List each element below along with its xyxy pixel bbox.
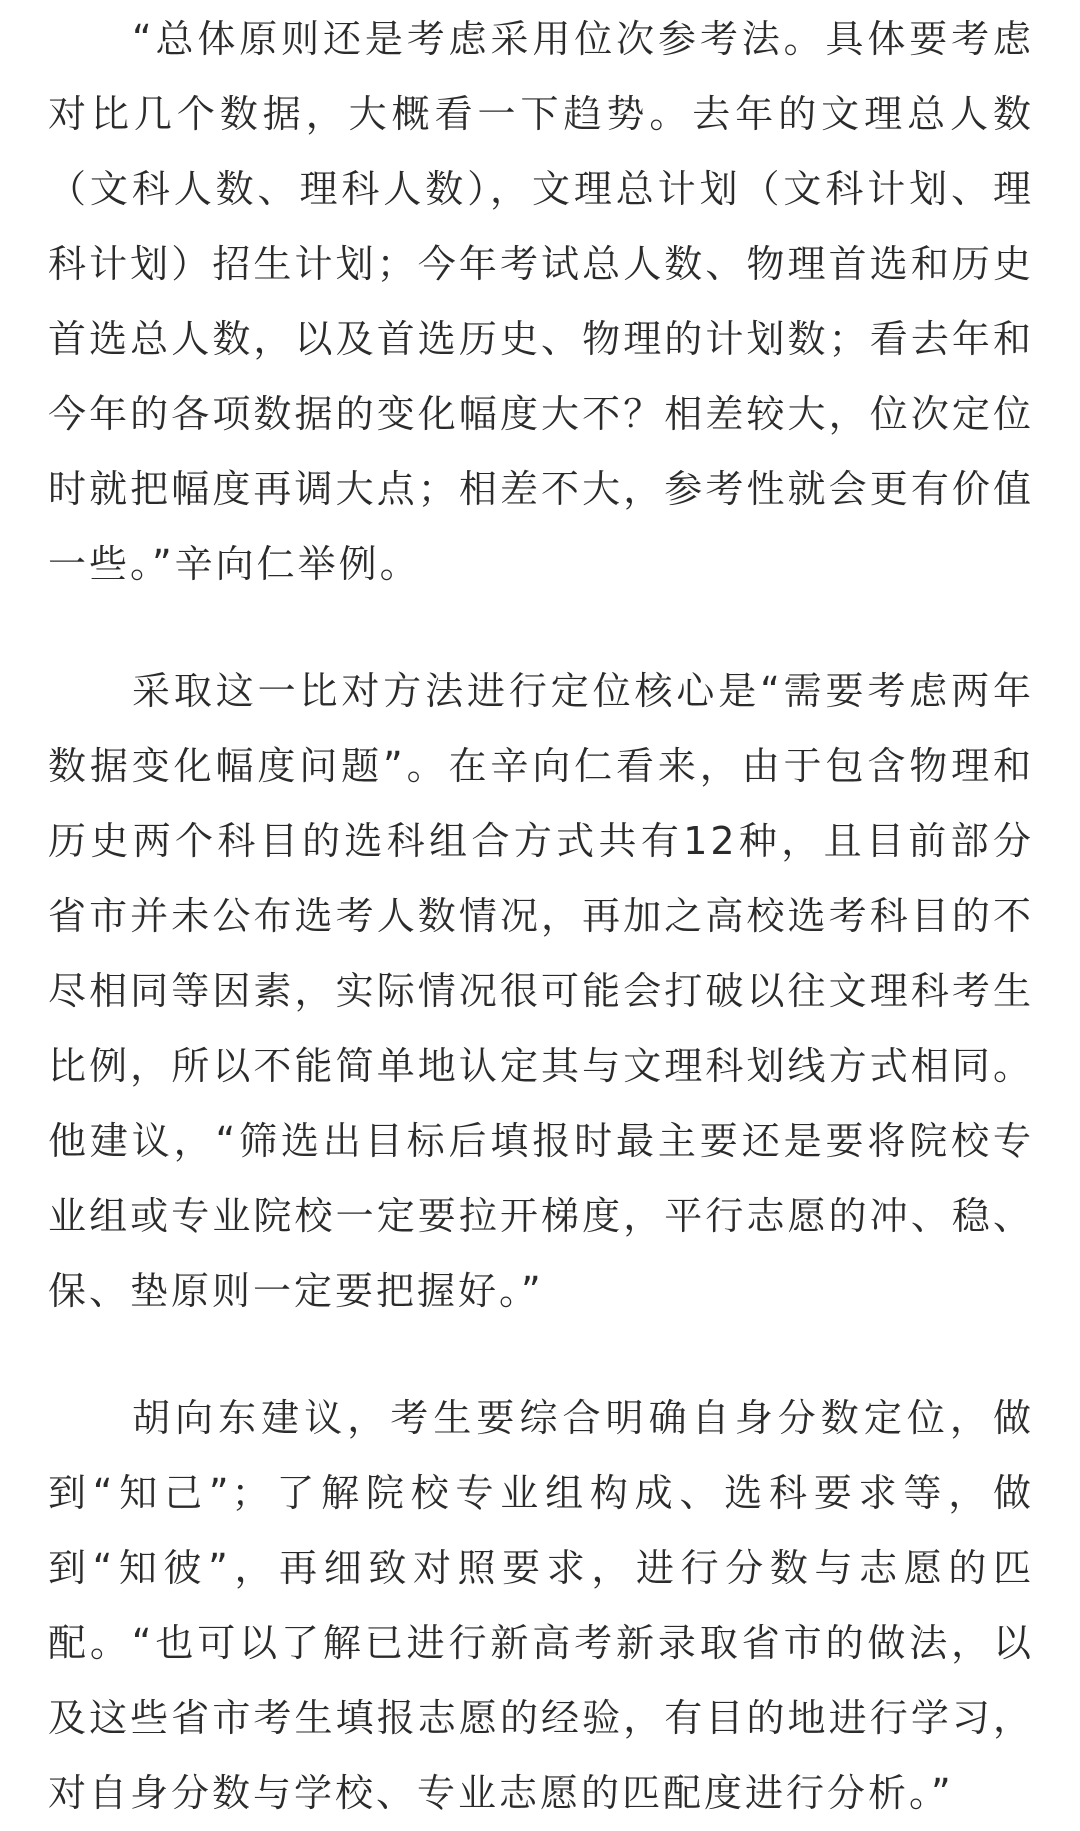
paragraph-advice: 胡向东建议，考生要综合明确自身分数定位，做到“知己”；了解院校专业组构成、选科要求等，做到“知彼”，再细致对照要求，进行分数与志愿的匹配。“也可以了解已进行新高考新录取省市的做法，以及这些省市考生填报志愿的经验，有目的地进行学习，对自身分数与学校、专业志愿的匹配度进行分析。”: [48, 1396, 1034, 1815]
paragraph-method: 采取这一比对方法进行定位核心是“需要考虑两年数据变化幅度问题”。在辛向仁看来，由于包含物理和历史两个科目的选科组合方式共有12种，且目前部分省市并未公布选考人数情况，再加之高校选考科目的不尽相同等因素，实际情况很可能会打破以往文理科考生比例，所以不能简单地认定其与文理科划线方式相同。他建议，“筛选出目标后填报时最主要还是要将院校专业组或专业院校一定要拉开梯度，平行志愿的冲、稳、保、垫原则一定要把握好。”: [48, 669, 1034, 1313]
article-body: [48, 2, 1034, 1831]
paragraph-principle: “总体原则还是考虑采用位次参考法。具体要考虑对比几个数据，大概看一下趋势。去年的文理总人数（文科人数、理科人数），文理总计划（文科计划、理科计划）招生计划；今年考试总人数、物理首选和历史首选总人数，以及首选历史、物理的计划数；看去年和今年的各项数据的变化幅度大不？相差较大，位次定位时就把幅度再调大点；相差不大，参考性就会更有价值一些。”辛向仁举例。: [48, 17, 1034, 586]
